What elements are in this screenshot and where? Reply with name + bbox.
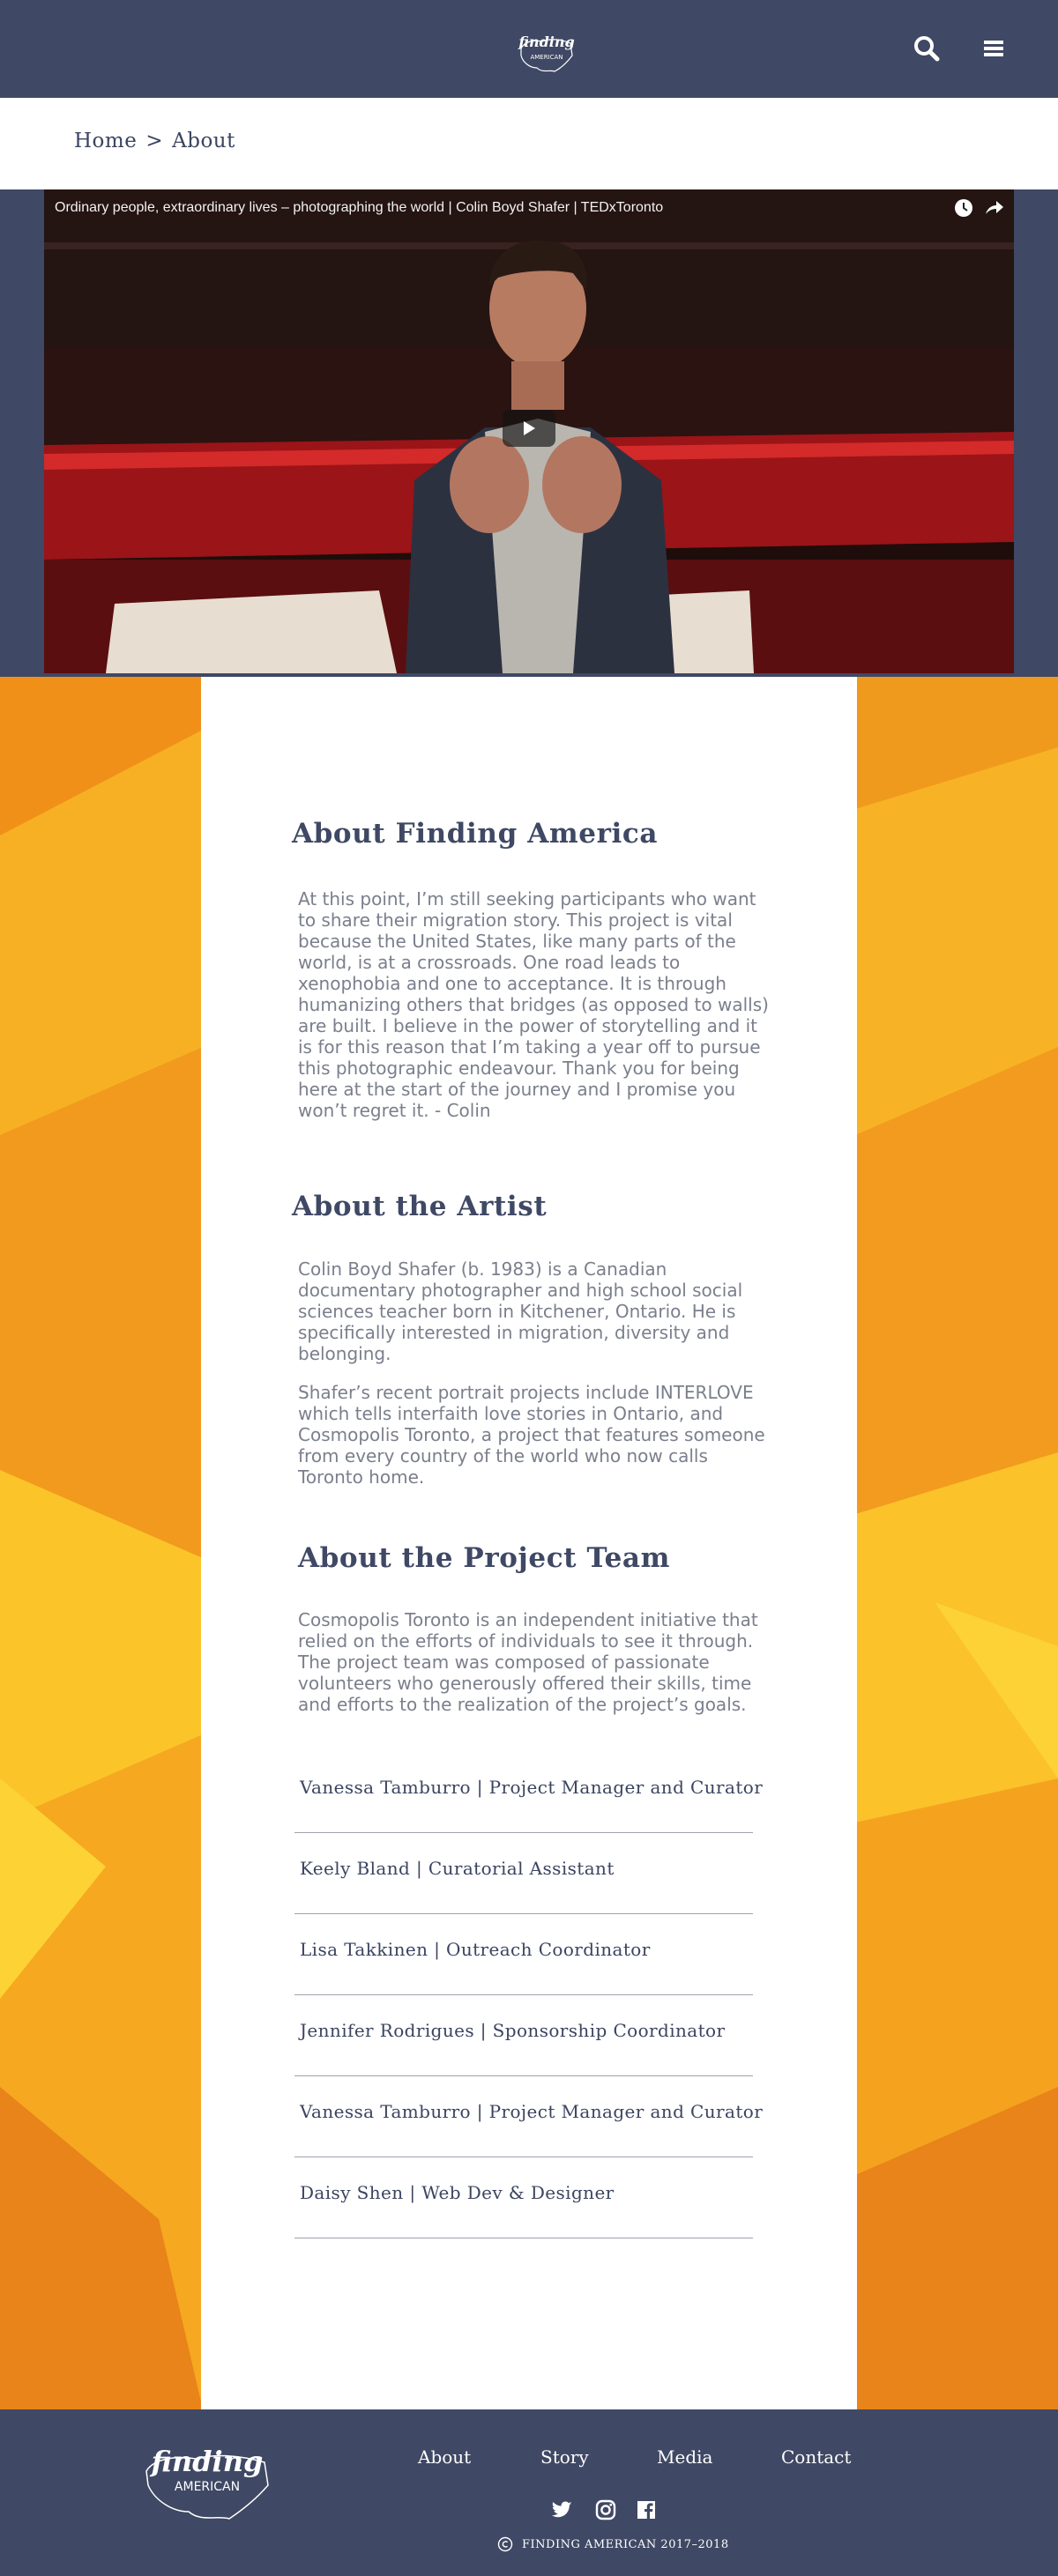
team-member-item	[294, 1752, 764, 1833]
site-header	[0, 0, 1058, 98]
finding-american-logo[interactable]	[516, 29, 577, 78]
copyright-notice	[497, 2536, 729, 2552]
main-content	[0, 677, 1058, 2409]
team-member-name: Keely Bland | Curatorial Assistant	[300, 1858, 615, 1879]
team-member-name: Vanessa Tamburro | Project Manager and Curator	[300, 2101, 764, 2122]
team-member-name: Vanessa Tamburro | Project Manager and Curator	[300, 1777, 764, 1798]
footer-logo-script-text: finding	[151, 2445, 264, 2478]
play-button[interactable]	[503, 410, 555, 447]
about-project-team-body: Cosmopolis Toronto is an independent initiative that relied on the efforts of individuals to see it through. The project team was composed of passionate volunteers who generously offered their skills, time and efforts to the realization of the project’s goals.	[298, 1609, 758, 1715]
about-artist-heading: About the Artist	[292, 1191, 548, 1222]
about-artist-body-1: Colin Boyd Shafer (b. 1983) is a Canadian documentary photographer and high school social sciences teacher born in Kitchener, Ontario. He is specifically interested in migration, diversity and belonging.	[298, 1258, 743, 1364]
share-arrow-icon[interactable]	[982, 197, 1005, 219]
team-member-item	[294, 1914, 753, 1995]
team-member-item	[294, 2076, 764, 2157]
about-finding-america-body: At this point, I’m still seeking participants who want to share their migration story. This project is vital because the United States, like many parts of the world, is at a crossroads. One road leads to xenophobia and one to acceptance. It is through humanizing others that bridges (as opposed to walls) are built. I believe in the power of storytelling and it is for this reason that I’m taking a year off to pursue this photographic endeavour. Thank you for being here at the start of the journey and I promise you won’t regret it. - Colin	[298, 888, 769, 1121]
twitter-icon[interactable]	[551, 2498, 574, 2521]
footer-nav-about[interactable]: About	[418, 2446, 472, 2468]
about-finding-america-heading: About Finding America	[292, 818, 659, 850]
video-section	[0, 189, 1058, 677]
team-member-item	[294, 2157, 753, 2238]
copyright-icon	[497, 2536, 513, 2552]
about-project-team-heading: About the Project Team	[298, 1542, 670, 1574]
facebook-icon[interactable]	[635, 2498, 658, 2521]
logo-sub-text: AMERICAN	[530, 54, 563, 61]
team-member-item	[294, 1995, 753, 2076]
instagram-icon[interactable]	[594, 2498, 617, 2521]
team-member-name: Jennifer Rodrigues | Sponsorship Coordinator	[300, 2020, 726, 2041]
breadcrumb	[74, 130, 235, 152]
team-member-name: Daisy Shen | Web Dev & Designer	[300, 2182, 615, 2203]
video-player[interactable]	[44, 189, 1014, 673]
copyright-text: FINDING AMERICAN 2017–2018	[522, 2537, 729, 2551]
footer-logo-sub-text: AMERICAN	[174, 2480, 241, 2494]
team-list	[294, 1752, 764, 2238]
play-icon	[503, 410, 555, 447]
footer-finding-american-logo[interactable]	[141, 2436, 273, 2533]
logo-script-text: finding	[518, 33, 575, 50]
team-member-name: Lisa Takkinen | Outreach Coordinator	[300, 1939, 651, 1960]
breadcrumb-current: About	[172, 130, 235, 152]
hamburger-menu-icon[interactable]	[979, 33, 1009, 63]
video-title[interactable]: Ordinary people, extraordinary lives – photographing the world | Colin Boyd Shafer | TEDxToronto	[55, 200, 664, 215]
footer-nav-contact[interactable]: Contact	[781, 2446, 852, 2468]
watch-later-clock-icon[interactable]	[952, 197, 975, 219]
about-artist-body-2: Shafer’s recent portrait projects include INTERLOVE which tells interfaith love stories in Ontario, and Cosmopolis Toronto, a project that features someone from every country of the world who now calls Toronto home.	[298, 1382, 765, 1488]
site-footer	[0, 2409, 1058, 2572]
breadcrumb-home-link[interactable]: Home	[74, 130, 138, 152]
footer-nav-media[interactable]: Media	[657, 2446, 713, 2468]
breadcrumb-bar	[0, 98, 1058, 189]
footer-nav-story[interactable]: Story	[540, 2446, 589, 2468]
search-icon[interactable]	[912, 33, 942, 63]
breadcrumb-separator: >	[145, 130, 164, 152]
about-card	[201, 677, 857, 2409]
team-member-item	[294, 1833, 753, 1914]
